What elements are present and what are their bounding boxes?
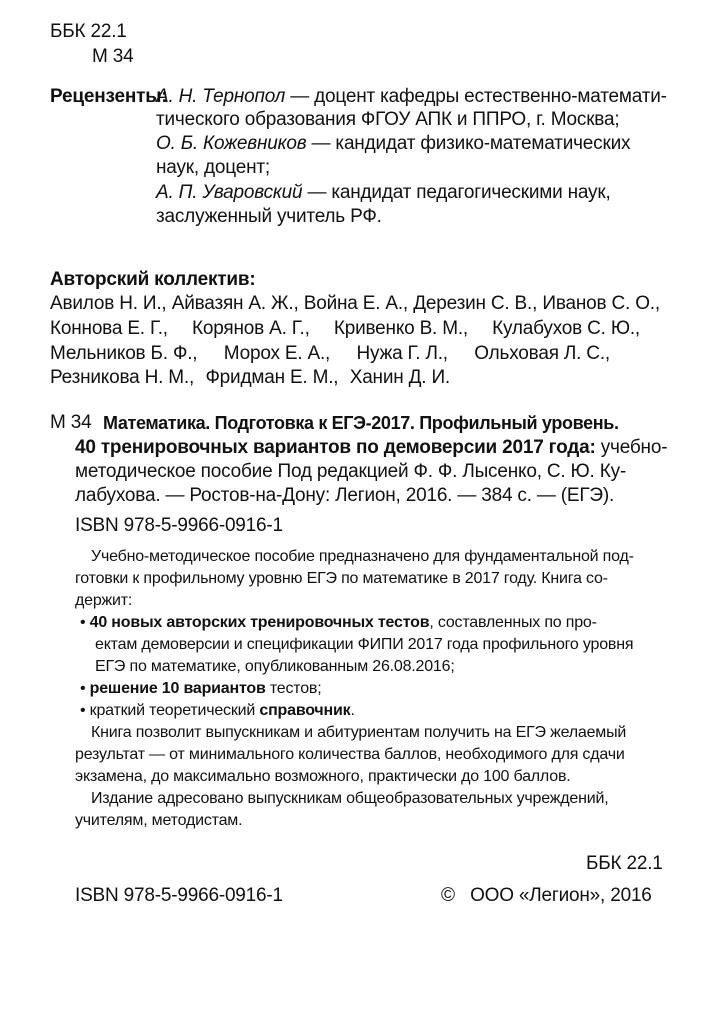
author-name: Иванов С. О., [542, 293, 660, 314]
footer-bbk: ББК 22.1 [586, 853, 663, 874]
reviewer-2-name: О. Б. Кожевников [156, 133, 307, 154]
authors-row-1 [50, 292, 660, 316]
authors-row-2 [50, 317, 640, 341]
author-name: Ханин Д. И. [349, 367, 450, 388]
annotation-para3: Издание адресовано выпускникам общеобразовательных учреждений, учителям, методистам. [75, 790, 609, 829]
bib-title-line1: Математика. Подготовка к ЕГЭ-2017. Профильный уровень. [103, 413, 619, 433]
author-name: Кулабухов С. Ю., [492, 318, 640, 339]
annotation-para2: Книга позволит выпускникам и абитуриентам получить на ЕГЭ желаемый результат — от минимального количества баллов, необходимого для сдачи экзамена, до максимально возможного, практически до 100 баллов. [75, 724, 627, 785]
reviewers-label: Рецензенты: [50, 86, 168, 107]
authors-row-4 [50, 366, 450, 390]
annotation-intro: Учебно-методическое пособие предназначено для фундаментальной под- готовки к профильному уровню ЕГЭ по математике в 2017 году. Книга со- держит: [75, 548, 634, 609]
author-name: Морох Е. А., [223, 343, 331, 364]
bullet-item-1: • 40 новых авторских тренировочных тестов, составленных по про- [80, 614, 597, 631]
bib-code: М 34 [50, 412, 92, 433]
bib-isbn: ISBN 978-5-9966-0916-1 [75, 515, 283, 536]
author-name: Дерезин С. В., [413, 293, 538, 314]
author-name: Война Е. А., [303, 293, 409, 314]
authors-row-3 [50, 342, 610, 366]
author-name: Коннова Е. Г., [50, 318, 168, 339]
author-name: Кривенко В. М., [333, 318, 469, 339]
reviewer-1-line1: А. Н. Тернопол — доцент кафедры естественно-математи- [156, 86, 667, 107]
reviewer-3-line1: А. П. Уваровский — кандидат педагогическими наук, [156, 182, 611, 203]
reviewer-2-line1: О. Б. Кожевников — кандидат физико-математических [156, 133, 631, 154]
reviewer-1-line2: тического образования ФГОУ АПК и ППРО, г. Москва; [156, 109, 620, 130]
author-mark: М 34 [92, 46, 134, 67]
author-name: Резникова Н. М., [50, 367, 195, 388]
bbk-code: ББК 22.1 [50, 21, 127, 42]
author-name: Корянов А. Г., [192, 318, 310, 339]
author-name: Ольховая Л. С., [474, 343, 610, 364]
bullet-item-2: • решение 10 вариантов тестов; [80, 680, 322, 697]
copyright-icon: © [441, 885, 455, 906]
authors-label: Авторский коллектив: [50, 269, 256, 290]
author-name: Нужа Г. Л., [356, 343, 448, 364]
author-name: Мельников Б. Ф., [50, 343, 198, 364]
author-name: Айвазян А. Ж., [171, 293, 299, 314]
bullet-item-3: • краткий теоретический справочник. [80, 702, 355, 719]
reviewer-2-line2: наук, доцент; [156, 157, 270, 178]
bib-line4: лабухова. — Ростов-на-Дону: Легион, 2016. — 384 с. — (ЕГЭ). [75, 485, 615, 506]
bib-line3: методическое пособие Под редакцией Ф. Ф. Лысенко, С. Ю. Ку- [75, 461, 626, 482]
author-name: Фридман Е. М., [205, 367, 339, 388]
reviewer-3-line2: заслуженный учитель РФ. [156, 206, 382, 227]
bib-title-line2: 40 тренировочных вариантов по демоверсии 2017 года: учебно- [75, 437, 668, 458]
copyright: © ООО «Легион», 2016 [441, 885, 652, 906]
footer-isbn: ISBN 978-5-9966-0916-1 [75, 885, 283, 906]
reviewer-1-name: А. Н. Тернопол [156, 86, 286, 107]
author-name: Авилов Н. И., [50, 293, 167, 314]
reviewer-3-name: А. П. Уваровский [156, 182, 303, 203]
bullet-item-1-cont: ектам демоверсии и спецификации ФИПИ 2017 года профильного уровня ЕГЭ по математике, опубликованным 26.08.2016; [95, 636, 634, 675]
